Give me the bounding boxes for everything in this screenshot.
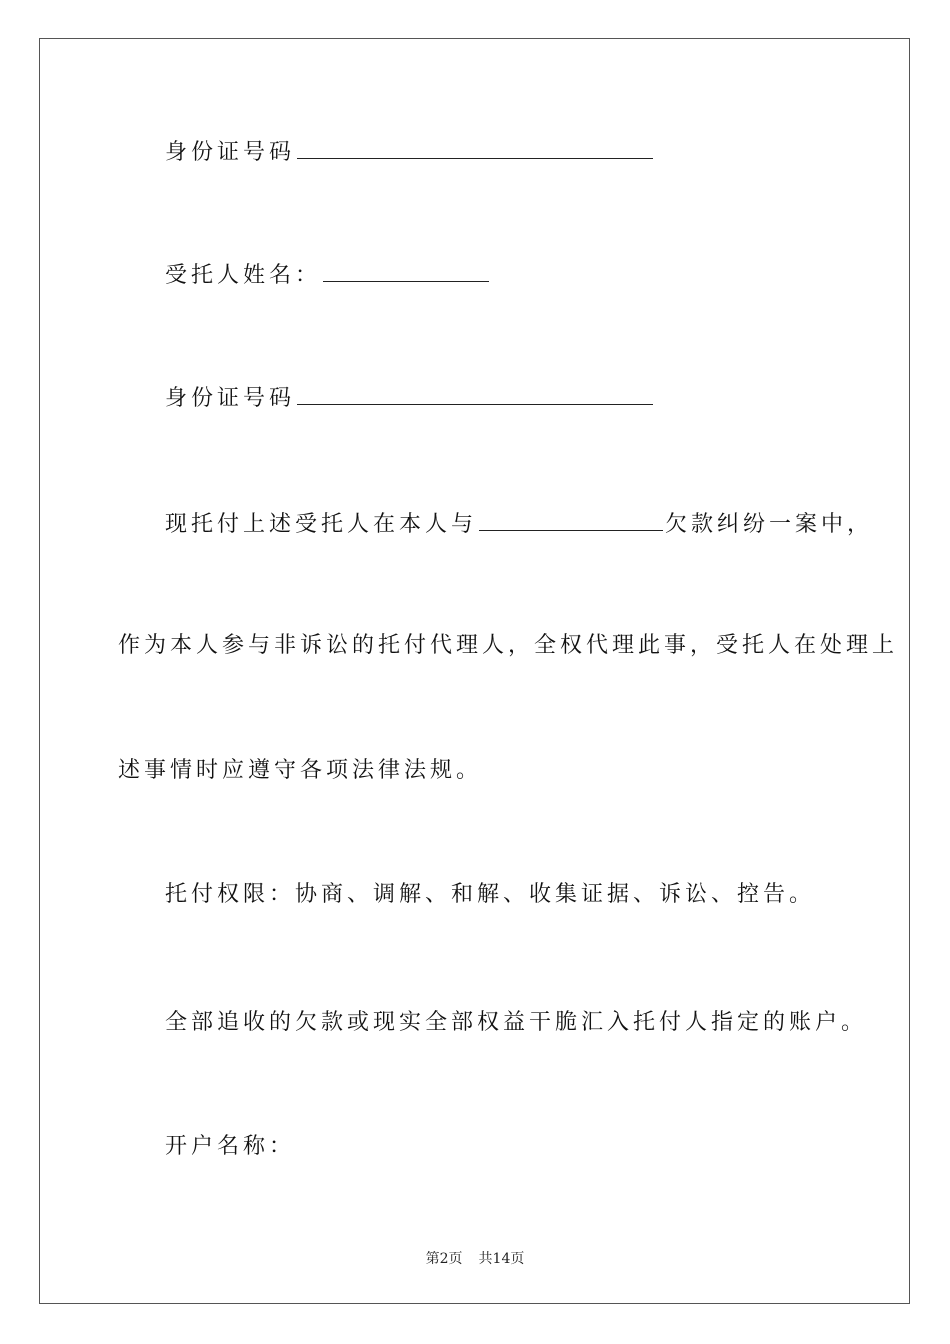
entrust-paragraph-line-3 (118, 757, 482, 785)
entrust-text-line-2: 作为本人参与非诉讼的托付代理人，全权代理此事，受托人在处理上 (118, 633, 899, 658)
page-number: 第2页 (425, 1251, 463, 1267)
agent-name-line (165, 259, 491, 290)
account-name-line (165, 1133, 295, 1161)
id-number-line-1 (165, 136, 655, 167)
page-border (39, 38, 910, 1304)
entrust-text-line-3: 述事情时应遵守各项法律法规。 (118, 758, 483, 783)
id-number-label-2: 身份证号码 (165, 386, 296, 411)
id-number-label: 身份证号码 (165, 140, 296, 165)
authority-text: 托付权限：协商、调解、和解、收集证据、诉讼、控告。 (165, 882, 816, 907)
authority-line (165, 881, 815, 909)
entrust-text-before: 现托付上述受托人在本人与 (165, 512, 478, 537)
counterparty-blank (479, 508, 663, 531)
entrust-text-after: 欠款纠纷一案中， (665, 512, 874, 537)
payment-line (165, 1009, 867, 1037)
page-footer (0, 1248, 950, 1268)
entrust-paragraph-line-2 (118, 632, 898, 660)
id-number-line-2 (165, 382, 655, 413)
entrust-paragraph-line-1 (165, 508, 873, 539)
account-name-label: 开户名称： (165, 1134, 296, 1159)
total-pages: 共14页 (478, 1251, 525, 1267)
agent-name-label: 受托人姓名： (165, 263, 322, 288)
id-number-blank (297, 136, 653, 159)
agent-name-blank (323, 259, 489, 282)
id-number-blank-2 (297, 382, 653, 405)
payment-text: 全部追收的欠款或现实全部权益干脆汇入托付人指定的账户。 (165, 1010, 868, 1035)
